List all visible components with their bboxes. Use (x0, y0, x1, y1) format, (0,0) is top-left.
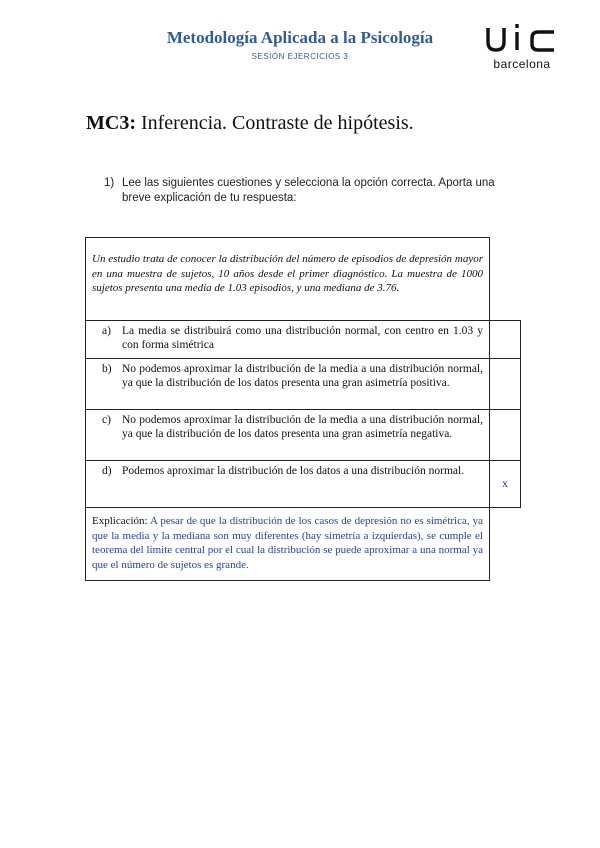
section-code: MC3: (86, 112, 136, 134)
option-d-mark: x (502, 476, 508, 490)
option-a-text: La media se distribuirá como una distribución normal, con centro en 1.03 y con forma simétrica (122, 325, 483, 351)
question-text: Lee las siguientes cuestiones y selecciona la opción correcta. Aporta una breve explicación de tu respuesta: (122, 177, 495, 204)
option-d (85, 460, 490, 508)
option-a (85, 320, 490, 359)
option-d-letter: d) (102, 465, 112, 477)
section-heading (86, 112, 414, 135)
uic-logo-mark (484, 24, 560, 56)
uic-logo (484, 24, 560, 74)
session-subtitle: SESIÓN EJERCICIOS 3 (251, 52, 349, 61)
explanation-text: A pesar de que la distribución de los casos de depresión no es simétrica, ya que la media y la mediana son muy diferentes (hay simetría a izquierdas), se cumple el teorema del límite central por el cual la distribución se puede aproximar a una normal ya que el número de sujetos es grande. (92, 515, 483, 571)
option-a-letter: a) (102, 325, 111, 337)
option-c (85, 409, 490, 461)
section-title: Inferencia. Contraste de hipótesis. (140, 112, 414, 134)
question-number: 1) (104, 177, 115, 189)
option-b-text: No podemos aproximar la distribución de la media a una distribución normal, ya que la distribución de los datos presenta una gran asimetría positiva. (122, 363, 483, 389)
question-instruction (104, 176, 514, 206)
explanation-label: Explicación: (92, 515, 148, 527)
option-b-answer-cell[interactable] (489, 358, 521, 410)
explanation-box[interactable] (85, 507, 490, 581)
option-b-letter: b) (102, 363, 112, 375)
option-c-answer-cell[interactable] (489, 409, 521, 461)
option-a-answer-cell[interactable] (489, 320, 521, 359)
logo-city: barcelona (493, 57, 551, 71)
problem-statement: Un estudio trata de conocer la distribución del número de episodios de depresión mayor en una muestra de sujetos, 10 años desde el primer diagnóstico. La muestra de 1000 sujetos presenta una media de 1.03 episodios, y una mediana de 3.76. (85, 237, 490, 321)
option-c-letter: c) (102, 414, 111, 426)
option-c-text: No podemos aproximar la distribución de la media a una distribución normal, ya que la distribución de los datos presenta una gran asimetría negativa. (122, 414, 483, 440)
option-d-answer-cell[interactable] (489, 460, 521, 508)
document-title: Metodología Aplicada a la Psicología (166, 28, 434, 47)
option-d-text: Podemos aproximar la distribución de los datos a una distribución normal. (122, 465, 465, 477)
option-b (85, 358, 490, 410)
